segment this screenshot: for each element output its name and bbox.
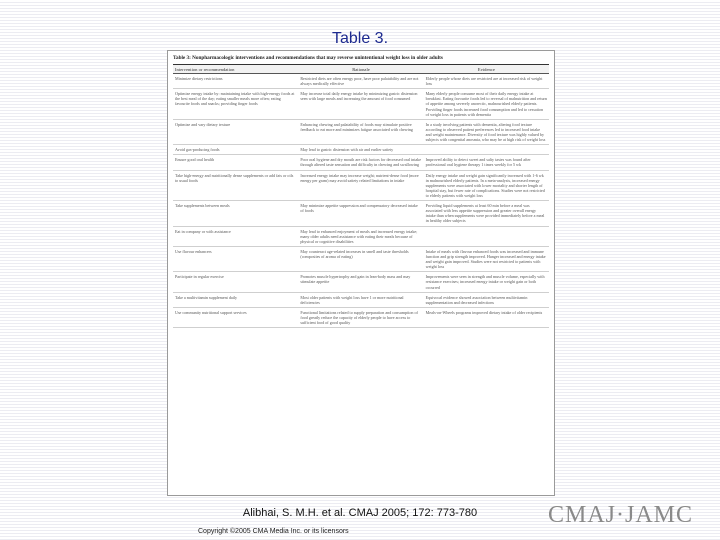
journal-logo: CMAJ·JAMC (548, 502, 694, 528)
cell-rationale: Poor oral hygiene and dry mouth are risk factors for decreased oral intake through altered taste sensation and difficulty in chewing and swallowing (298, 155, 423, 170)
table-row (173, 292, 549, 307)
table-row (173, 155, 549, 170)
cell-intervention: Eat in company or with assistance (173, 226, 298, 246)
cell-intervention: Take supplements between meals (173, 201, 298, 226)
cell-evidence: Many elderly people consume most of their daily energy intake at breakfast. Eating favourite foods led to reversal of malnutrition and return of appetite among severely anorectic, malnourished elderly patients. Providing finger foods increased food consumption and led to cessation of weight loss in patients with dementia (424, 89, 549, 120)
table-header-row (173, 65, 549, 74)
cell-rationale: Functional limitations related to supply preparation and consumption of food greatly reduce the capacity of elderly people to have access to sufficient food of good quality (298, 307, 423, 327)
cell-intervention: Use community nutritional support services (173, 307, 298, 327)
header-evidence: Evidence (424, 65, 549, 74)
table-row (173, 201, 549, 226)
table-row (173, 170, 549, 201)
table-row (173, 119, 549, 144)
header-rationale: Rationale (298, 65, 423, 74)
cell-rationale: May lead to gastric distension with air and earlier satiety (298, 145, 423, 155)
cell-intervention: Minimize dietary restrictions (173, 74, 298, 89)
cell-evidence: Elderly people whose diets are restricted are at increased risk of weight loss (424, 74, 549, 89)
table-row (173, 145, 549, 155)
table-row (173, 89, 549, 120)
cell-intervention: Take a multivitamin supplement daily (173, 292, 298, 307)
cell-intervention: Ensure good oral health (173, 155, 298, 170)
cell-evidence: Improved ability to detect sweet and salty tastes was found after professional oral hygiene therapy 1 times weekly for 5 wk (424, 155, 549, 170)
table-caption: Table 3: Nonpharmacologic interventions and recommendations that may reverse unintentional weight loss in older adults (173, 55, 443, 61)
table-row (173, 226, 549, 246)
copyright-notice: Copyright ©2005 CMA Media Inc. or its licensors (198, 528, 349, 535)
cell-evidence: In a study involving patients with dementia, altering food texture according to observed patient preferences led to increased food intake and weight maintenance. Diversity of food texture was highly valued by subjects with congenital anosmia, who may be at high risk of weight loss (424, 119, 549, 144)
cell-intervention: Optimize and vary dietary texture (173, 119, 298, 144)
cell-intervention: Use flavour enhancers (173, 246, 298, 271)
cell-evidence: Equivocal evidence showed association between multivitamin supplementation and decreased infections (424, 292, 549, 307)
cell-intervention: Avoid gas-producing foods (173, 145, 298, 155)
cell-rationale: Most older patients with weight loss have 1 or more nutritional deficiencies (298, 292, 423, 307)
table-image (167, 50, 555, 496)
table-row (173, 246, 549, 271)
cell-intervention: Participate in regular exercise (173, 272, 298, 292)
citation: Alibhai, S. M.H. et al. CMAJ 2005; 172: 773-780 (242, 507, 478, 519)
table-row (173, 272, 549, 292)
cell-evidence: Providing liquid supplements at least 60 min before a meal was associated with less appetite suppression and greater overall energy intake than when supplements were provided immediately before a meal in healthy older subjects (424, 201, 549, 226)
cell-rationale: Enhancing chewing and palatability of foods may stimulate positive feedback to eat more and minimizes fatigue associated with chewing (298, 119, 423, 144)
table-row (173, 74, 549, 89)
cell-intervention: Optimize energy intake by: maintaining intake with high-energy foods at the best meal of the day; eating smaller meals more often; eating favourite foods and snacks; providing finger foods (173, 89, 298, 120)
cell-evidence: Meals-on-Wheels programs improved dietary intake of older recipients (424, 307, 549, 327)
cell-evidence: Daily energy intake and weight gain significantly increased with 1-6 wk in malnourished elderly patients. In a meta-analysis, increased energy supplements were associated with lower mortality and shorter length of hospital stay, but fewer rate of complications. Studies were not restricted to elderly patients with weight loss (424, 170, 549, 201)
cell-evidence (424, 226, 549, 246)
slide-title: Table 3. (331, 30, 389, 47)
interventions-table (173, 65, 549, 328)
table-row (173, 307, 549, 327)
table-body (173, 74, 549, 328)
cell-intervention: Take high-energy and nutritionally dense supplements or add fats or oils to usual foods (173, 170, 298, 201)
cell-evidence (424, 145, 549, 155)
cell-rationale: Promotes muscle hypertrophy and gain in lean-body mass and may stimulate appetite (298, 272, 423, 292)
cell-rationale: May increase total daily energy intake by minimizing gastric distension seen with large meals and increasing the amount of food consumed (298, 89, 423, 120)
cell-evidence: Intake of meals with flavour enhanced foods was increased and immune function and grip strength improved. Hunger increased and energy intake and weight gain improved. Studies were not restricted to patients with weight loss (424, 246, 549, 271)
cell-rationale: May counteract age-related increases in smell and taste thresholds (composites of aroma of eating) (298, 246, 423, 271)
cell-rationale: Restricted diets are often energy poor, have poor palatability and are not always medically effective (298, 74, 423, 89)
cell-rationale: May minimize appetite suppression and compensatory decreased intake of foods (298, 201, 423, 226)
header-intervention: Intervention or recommendation (173, 65, 298, 74)
cell-evidence: Improvements were seen in strength and muscle volume, especially with resistance exercises; increased energy intake or weight gain or both occurred (424, 272, 549, 292)
cell-rationale: Increased energy intake may increase weight; nutrient-dense food (more energy per gram) may avoid satiety related limitations in intake (298, 170, 423, 201)
cell-rationale: May lead to enhanced enjoyment of meals and increased energy intake; many older adults need assistance with eating their meals because of physical or cognitive disabilities (298, 226, 423, 246)
